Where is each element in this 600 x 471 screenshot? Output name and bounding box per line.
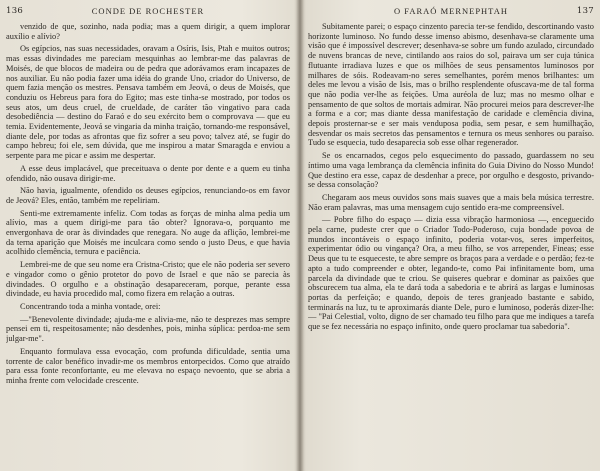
book-spine	[296, 0, 304, 471]
paragraph: — Pobre filho do espaço — dizia essa vibração harmoniosa —, enceguecido pela carne, pudeste crer que o Criador Todo-Poderoso, cuja bondade povoa de mundos incontáveis o espaço infinito, poderia votar-vos, seres imperfeitos, experimentar ódio ou vingança? Ora, a meu filho, se vos arrepender, Fineas; esse Deus que tu te esqueceste, te abre sempre os braços para a verdade e o perdão; fez-te apto a tudo compreender e obter, legando-te, como Pai infinitamente bom, uma parcela da divindade que te criou. Se quiseres quebrar e dominar as paixões que obscurecem tua alma, ela te dará toda a sabedoria e te abrirá as largas e luminosas portas da perfeição; e quando, depois de teres granjeado bastante e sabido, terminarás na luz, tu te aproximarás diante Dele, puro e luminoso, poderás dizer-lhe: — "Pai Celestial, volto, digno de ser chamado teu filho para que me indiques a tarefa que se fez necessária no espaço infinito, onde quero proclamar tua sabedoria".	[308, 215, 594, 332]
right-page-number: 137	[576, 6, 594, 16]
paragraph: Lembrei-me de que seu nome era Cristna-Cristo; que ele não poderia ser severo e vingador como o gênio protetor do povo de Israel e que não se parecia às divindades. O orgulho e a obstinação desapareceram, porque, perante essa divindade, eu havia procedido mal, como fizera em relação a outras.	[6, 260, 290, 299]
right-page-header	[308, 0, 594, 22]
paragraph: Não havia, igualmente, ofendido os deuses egípcios, renunciando-os em favor de Jeová? Eles, então, também me repeliriam.	[6, 186, 290, 205]
paragraph: Enquanto formulava essa evocação, com profunda dificuldade, sentia uma torrente de calor benéfico invadir-me os membros entorpecidos. Como que atraído para essa fonte reconfortante, eu me elevava no espaço nevoento, que se abria a minha frente com velocidade crescente.	[6, 346, 290, 385]
paragraph: Se os encarnados, cegos pelo esquecimento do passado, guardassem no seu íntimo uma vaga lembrança da clemência infinita do Guia Divino do Nosso Mundo! Que destino era esse, capaz de desdenhar a prece, por orgulho e desgosto, privando-se dessa consolação?	[308, 151, 594, 190]
paragraph: Chegaram aos meus ouvidos sons mais suaves que a mais bela música terrestre. Não eram palavras, mas uma mensagem cujo sentido era-me compreensível.	[308, 192, 594, 212]
left-page	[6, 0, 290, 471]
paragraph: Subitamente parei; o espaço cinzento parecia ter-se fendido, descortinando vasto horizonte luminoso. No fundo desse imenso abismo, desenhava-se claramente uma visão que é impossível descrever; desenhava-se sobre um fundo azulado, circundado de nuvens brancas de neve, cintilando aos raios do sol, pairava um ser cuja túnica flutuante irradiava luzes e que os milhões de seus pensamentos luminosos por milhares de sóis. Rodeavam-no seres semelhantes, porém menos brilhantes: um deles me levou a visão de Isis, mas o brilho resplendente ofuscava-me de tal forma que não podia ver-lhe as feições. Uma auréola de luz; mas no mesmo olhar e pensamento de que soltos de mortais admirar. Não procurei meios para descrever-lhe a forma e a cor; mas diante dessa manifestação de caridade e clemência divina, depois prosternar-se e ser mais venduposa podia, sem pesar, e sem humilhação, desvendar os mais secretos das pensamentos e ternura os meus senhores ou paraíso. Tudo se esquecia, tudo desaparecia sob esse olhar regenerador.	[308, 22, 594, 148]
paragraph: A esse deus implacável, que preceituava o dente por dente e a quem eu tinha ofendido, não ousava dirigir-me.	[6, 163, 290, 183]
left-page-header	[6, 0, 290, 22]
paragraph: Concentrando toda a minha vontade, orei:	[20, 301, 161, 311]
paragraph: Senti-me extremamente infeliz. Com todas as forças de minha alma pedia um alívio, mas a quem dirigi-me para tão obter? Ignorava-o, porquanto me envergonhava de orar às divindades que renegara. No auge da aflição, lembrei-me da terna aparição que Moisés me inculcara como sendo o justo Deus, e que havia acolhido clemência, ternura e paciência.	[6, 208, 290, 257]
paragraph: —"Benevolente divindade; ajuda-me e alivia-me, não te desprezes mas sempre pensei em ti, respeitosamente; não desdenhes, pois, minha súplica: perdoa-me sem julgar-me".	[6, 314, 290, 344]
right-running-title: O FARAÓ MERNEPHTAH	[394, 6, 508, 16]
paragraph: Os egípcios, nas suas necessidades, oravam a Osíris, Isis, Ptah e muitos outros; mas essas divindades me pareciam mesquinhas ao lembrar-me das palavras de Moisés, de que blocos de madeira ou de pedra que adorávamos eram incapazes de nos auxiliar. Eu não podia fazer uma idéia do grande Uno, criador do Universo, de quem fazia menção os mestres. Pensava também em Jeová, o deus de Moisés, que conduziu os Hebreus para fora do Egito; mas este tinha-se mostrado, por todos os seus atos, um deus cruel, de crueldade, de caráter tão vingativo para cada desobediência — destino do Faraó e do seu exército bem o comprovava — que eu temia. Evidentemente, Jeová se vingaria da minha traição, tornando-me responsável, diante dele, por todas as afrontas que fiz sofrer a seu povo; talvez até, se fugir do campo hebreu; foi ele, sem dúvida, que me inspirou a matar Smaragda e enviou a serpente para me picar e assim me despertar.	[6, 44, 290, 161]
left-page-number: 136	[6, 6, 24, 16]
left-running-title: CONDE DE ROCHESTER	[91, 6, 205, 16]
paragraph: venzido de que, sozinho, nada podia; mas a quem dirigir, a quem implorar auxílio e alívio?	[6, 22, 290, 41]
right-page-text	[308, 22, 594, 332]
right-page	[308, 0, 594, 471]
left-page-text	[6, 22, 290, 386]
